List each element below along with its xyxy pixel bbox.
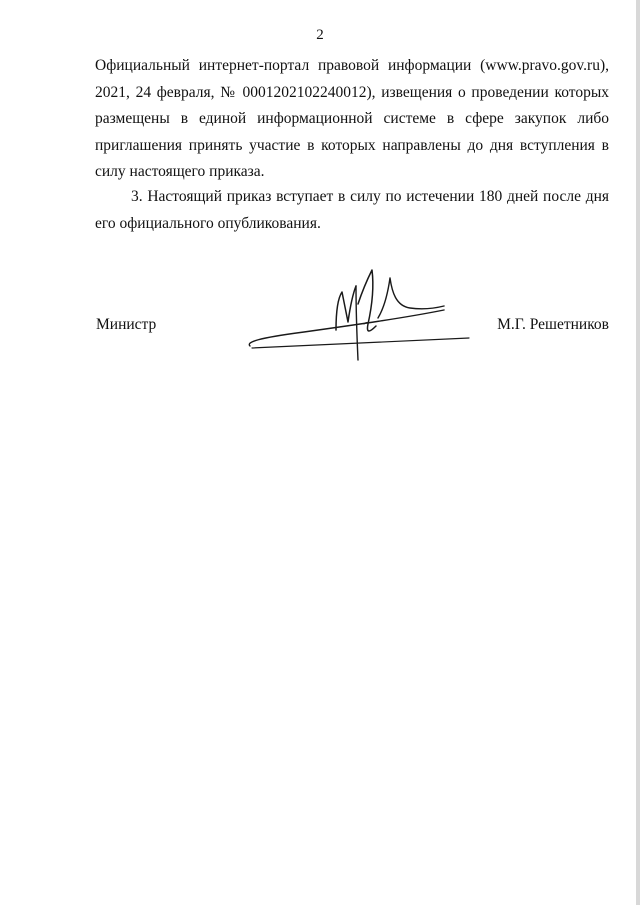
paragraph-source-reference: Официальный интернет-портал правовой информации (www.pravo.gov.ru), 2021, 24 февраля, № 0001202102240012), извещения о проведении которых размещены в единой информационной системе в сфере закупок либо приглашения принять участие в которых направлены до дня вступления в силу настоящего приказа. xyxy=(95,57,609,180)
scan-edge-shadow xyxy=(636,0,640,905)
page-number: 2 xyxy=(316,27,324,43)
handwritten-signature xyxy=(244,262,480,366)
signer-name: М.Г. Решетников xyxy=(497,316,609,333)
signer-position: Министр xyxy=(96,316,157,333)
paragraph-effective-date: 3. Настоящий приказ вступает в силу по истечении 180 дней после дня его официального опубликования. xyxy=(95,188,609,232)
